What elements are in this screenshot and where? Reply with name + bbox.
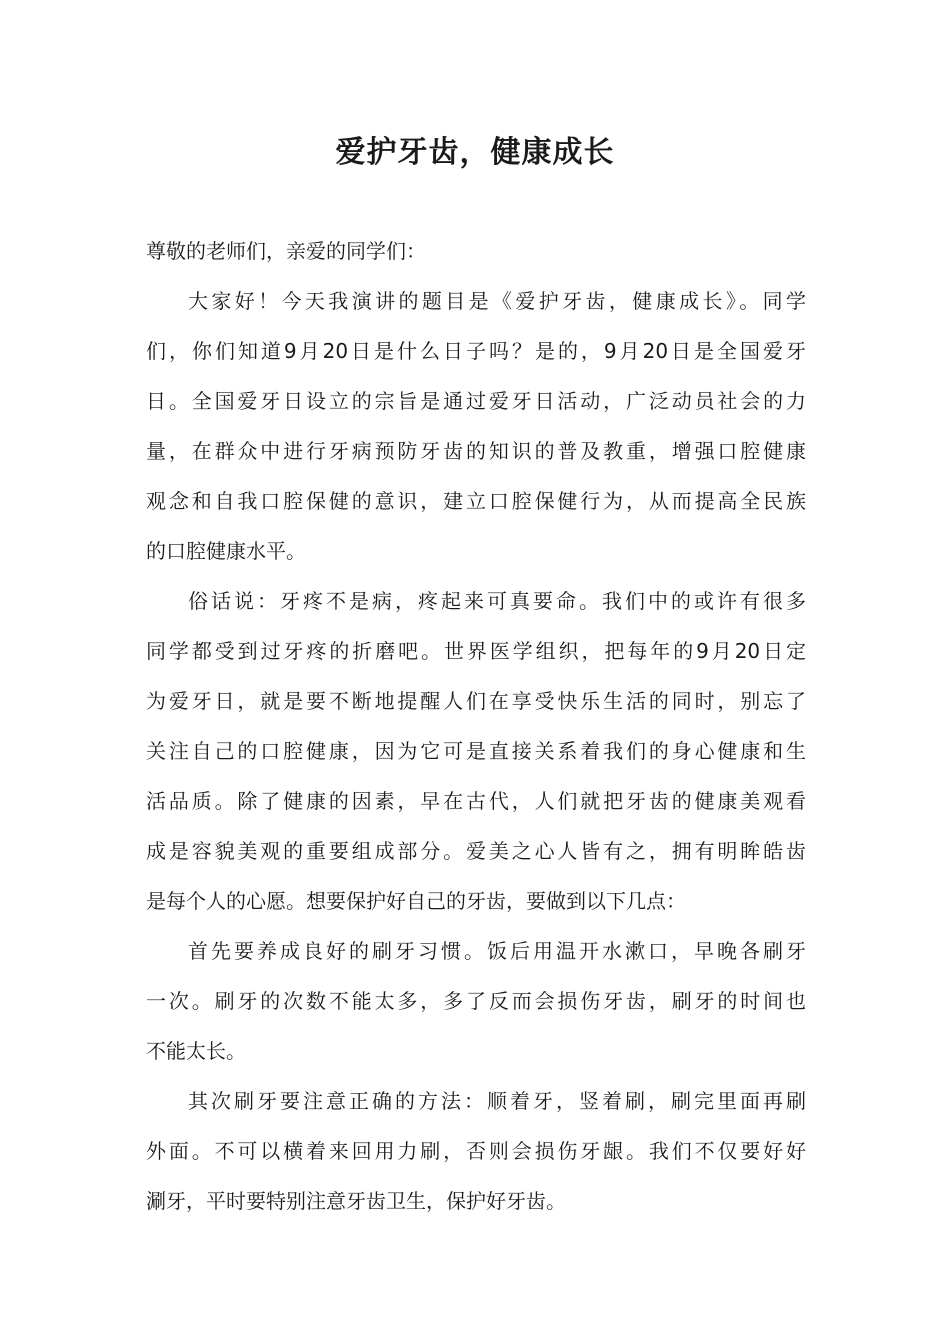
paragraph-line: 首先要养成良好的刷牙习惯。饭后用温开水漱口，早晚各刷牙 <box>188 939 806 963</box>
paragraph <box>146 576 806 926</box>
paragraph <box>146 1076 806 1226</box>
document-title: 爱护牙齿，健康成长 <box>335 135 615 170</box>
paragraph-line: 活品质。除了健康的因素，早在古代，人们就把牙齿的健康美观看 <box>146 789 806 813</box>
salutation: 尊敬的老师们，亲爱的同学们： <box>146 239 426 263</box>
paragraph-line: 关注自己的口腔健康，因为它可是直接关系着我们的身心健康和生 <box>146 739 806 763</box>
paragraph-line: 一次。刷牙的次数不能太多，多了反而会损伤牙齿，刷牙的时间也 <box>146 989 806 1013</box>
paragraph-line: 的口腔健康水平。 <box>146 539 306 563</box>
paragraph-line: 大家好！今天我演讲的题目是《爱护牙齿，健康成长》。同学 <box>188 289 806 313</box>
paragraph <box>146 926 806 1076</box>
paragraph-line: 为爱牙日，就是要不断地提醒人们在享受快乐生活的同时，别忘了 <box>146 689 806 713</box>
paragraph-line: 同学都受到过牙疼的折磨吧。世界医学组织，把每年的9月20日定 <box>146 639 806 663</box>
paragraph <box>146 276 806 576</box>
paragraph-line: 其次刷牙要注意正确的方法：顺着牙，竖着刷，刷完里面再刷 <box>188 1089 806 1113</box>
paragraph-line: 不能太长。 <box>146 1039 246 1063</box>
paragraph-line: 俗话说：牙疼不是病，疼起来可真要命。我们中的或许有很多 <box>188 589 806 613</box>
document-body <box>146 226 806 1226</box>
paragraph-line: 外面。不可以横着来回用力刷，否则会损伤牙龈。我们不仅要好好 <box>146 1139 806 1163</box>
paragraph-line: 观念和自我口腔保健的意识，建立口腔保健行为，从而提高全民族 <box>146 489 806 513</box>
paragraph-line: 涮牙，平时要特别注意牙齿卫生，保护好牙齿。 <box>146 1189 566 1213</box>
paragraph-line: 们，你们知道9月20日是什么日子吗？是的，9月20日是全国爱牙 <box>146 339 806 363</box>
paragraph-line: 成是容貌美观的重要组成部分。爱美之心人皆有之，拥有明眸皓齿 <box>146 839 806 863</box>
paragraph-line: 量，在群众中进行牙病预防牙齿的知识的普及教重，增强口腔健康 <box>146 439 806 463</box>
paragraph-line: 是每个人的心愿。想要保护好自己的牙齿，要做到以下几点： <box>146 889 686 913</box>
paragraph-line: 日。全国爱牙日设立的宗旨是通过爱牙日活动，广泛动员社会的力 <box>146 389 806 413</box>
